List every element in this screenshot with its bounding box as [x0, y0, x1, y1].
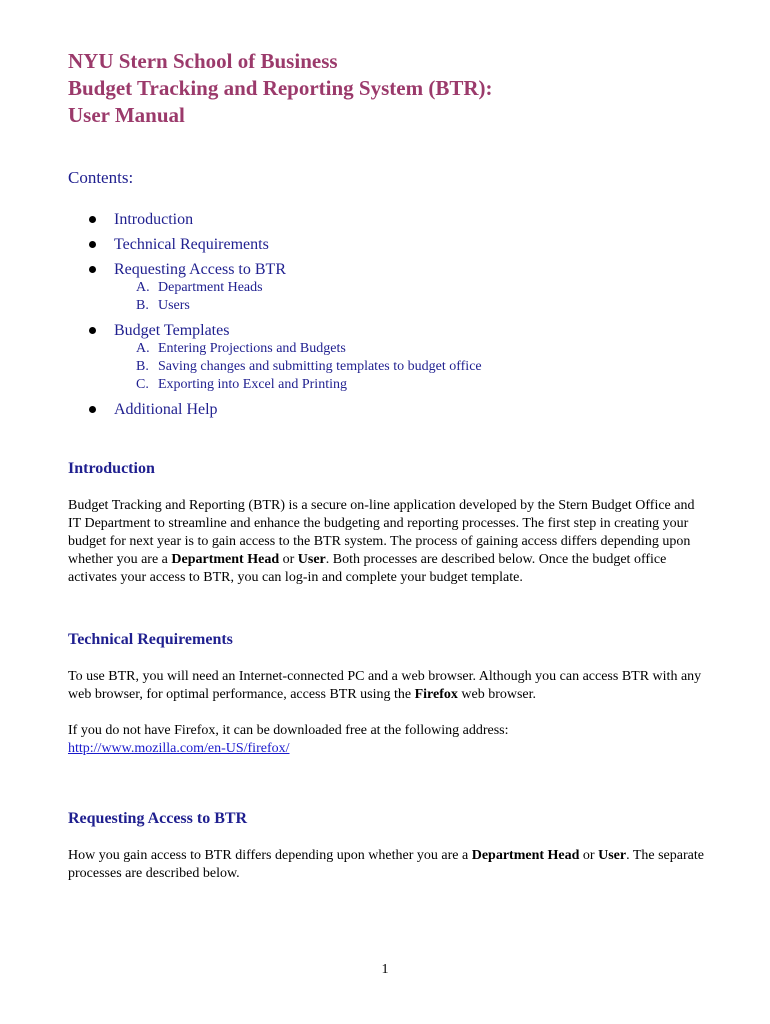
text-run: web browser.: [457, 687, 537, 702]
section-heading-requesting-access: Requesting Access to BTR: [68, 810, 248, 827]
title-line: User Manual: [68, 103, 185, 127]
bold-term-user: User: [598, 848, 627, 863]
text-run: How you gain access to BTR differs depending upon whether you are a: [68, 848, 472, 863]
toc-item-label: Introduction: [114, 211, 194, 228]
toc-sublist-container: [68, 340, 708, 394]
subitem-label: Department Heads: [158, 280, 263, 295]
download-paragraph: [68, 722, 708, 758]
subitem-label: Exporting into Excel and Printing: [158, 377, 347, 392]
document-title: [68, 48, 708, 129]
text-run: Budget Tracking and Reporting (BTR) is a secure on-line application developed by the Stern Budget Office and IT Department to streamline and enhance the budgeting and reporting processes. The first step in creating your budget for next year is to gain access to the BTR system. The process of gaining access differs depending upon whether you are a: [68, 498, 695, 567]
bullet-icon: [89, 266, 96, 273]
text-run: To use BTR, you will need an Internet-connected PC and a web browser. Although you can access BTR with any web browser, for optimal performance, access BTR using the: [68, 669, 702, 702]
bold-term-firefox: Firefox: [414, 687, 458, 702]
bold-term-user: User: [297, 552, 326, 567]
bullet-icon: [89, 216, 96, 223]
title-line: NYU Stern School of Business: [68, 49, 338, 73]
section-heading-technical-requirements: Technical Requirements: [68, 631, 233, 648]
title-line: Budget Tracking and Reporting System (BTR):: [68, 76, 493, 100]
toc-item-label: Technical Requirements: [114, 236, 269, 253]
bullet-icon: [89, 406, 96, 413]
toc-item-technical-requirements: [68, 232, 708, 257]
toc-item-requesting-access: [68, 257, 708, 282]
contents-heading: Contents:: [68, 168, 134, 187]
subitem-letter: A.: [136, 280, 150, 295]
toc-subitem-saving-changes: [136, 358, 708, 376]
subitem-letter: B.: [136, 359, 149, 374]
document-page: [68, 48, 708, 883]
text-run: or: [579, 848, 599, 863]
toc-item-label: Requesting Access to BTR: [114, 261, 286, 278]
toc-subitem-exporting: [136, 376, 708, 394]
bullet-icon: [89, 327, 96, 334]
subitem-label: Saving changes and submitting templates to budget office: [158, 359, 482, 374]
section-heading-introduction: Introduction: [68, 460, 155, 477]
text-run: . The separate processes are described below.: [68, 848, 704, 881]
toc-item-additional-help: [68, 397, 708, 422]
introduction-paragraph: [68, 497, 708, 587]
subitem-label: Entering Projections and Budgets: [158, 341, 346, 356]
bullet-icon: [89, 241, 96, 248]
text-run: If you do not have Firefox, it can be downloaded free at the following address:: [68, 723, 509, 738]
text-run: . Both processes are described below. Once the budget office activates your access to BTR, you can log-in and complete your budget template.: [68, 552, 667, 585]
subitem-label: Users: [158, 298, 190, 313]
bold-term-department-head: Department Head: [471, 848, 580, 863]
toc-item-label: Additional Help: [114, 401, 218, 418]
toc-item-budget-templates: [68, 318, 708, 343]
toc-sublist-container: [68, 279, 708, 315]
toc-sublist-budget-templates: [68, 340, 708, 394]
text-run: or: [279, 552, 298, 567]
technical-paragraph: [68, 668, 708, 704]
table-of-contents: [68, 207, 708, 422]
toc-item-introduction: [68, 207, 708, 232]
toc-sublist-requesting-access: [68, 279, 708, 315]
subitem-letter: B.: [136, 298, 149, 313]
subitem-letter: C.: [136, 377, 149, 392]
toc-item-label: Budget Templates: [114, 322, 230, 339]
bold-term-department-head: Department Head: [171, 552, 280, 567]
subitem-letter: A.: [136, 341, 150, 356]
toc-subitem-users: [136, 297, 708, 315]
firefox-download-link[interactable]: http://www.mozilla.com/en-US/firefox/: [68, 741, 290, 756]
requesting-paragraph: [68, 847, 708, 883]
page-number: 1: [381, 962, 389, 977]
